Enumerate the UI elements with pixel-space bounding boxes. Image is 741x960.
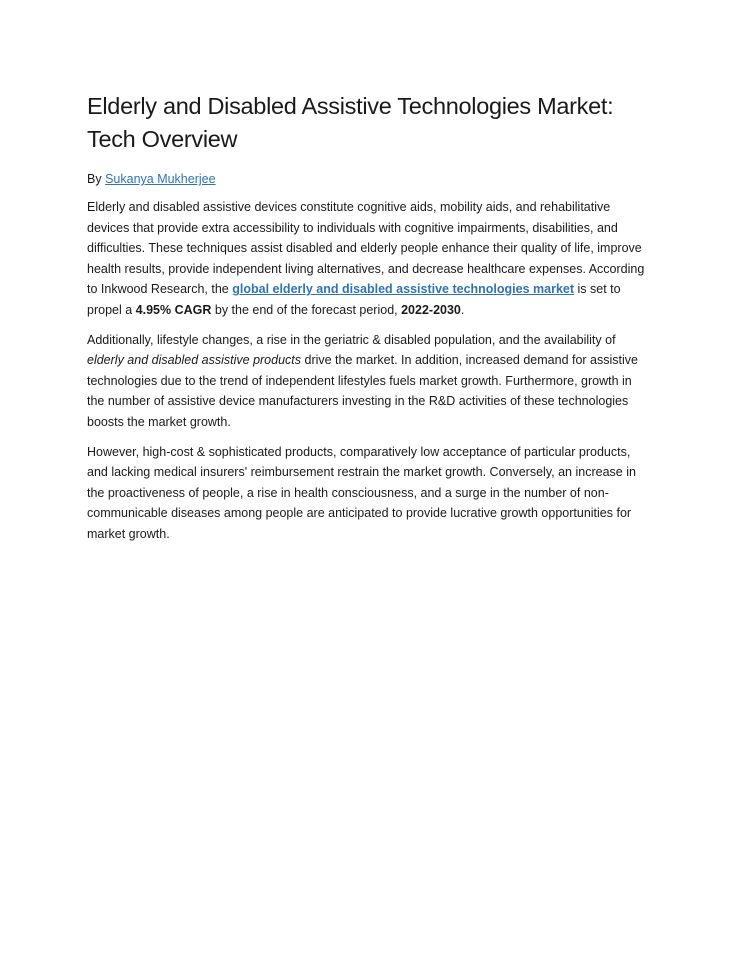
intro-text-3: by the end of the forecast period, <box>211 302 402 317</box>
intro-text-4: . <box>460 302 465 317</box>
byline <box>87 170 647 188</box>
forecast-period: 2022-2030 <box>401 302 461 317</box>
byline-prefix: By <box>87 172 102 186</box>
author-link[interactable]: Sukanya Mukherjee <box>105 172 216 186</box>
drivers-text-1: Additionally, lifestyle changes, a rise in the geriatric & disabled population, and the availability of <box>87 332 616 347</box>
paragraph-restraints: However, high-cost & sophisticated products, comparatively low acceptance of particular products, and lacking medical insurers' reimbursement restrain the market growth. Conversely, an increase in the proactiveness of people, a rise in health consciousness, and a surge in the number of non-communicable diseases among people are anticipated to provide lucrative growth opportunities for market growth. <box>87 444 636 541</box>
market-report-link[interactable]: global elderly and disabled assistive technologies market <box>232 282 575 297</box>
drivers-text-2: drive the market. In addition, increased demand for assistive technologies due to the trend of independent lifestyles fuels market growth. Furthermore, growth in the number of assistive device manufacturers investing in the R&D activities of these technologies boosts the market growth. <box>87 353 638 429</box>
article <box>87 90 647 554</box>
page-title: Elderly and Disabled Assistive Technologies Market: Tech Overview <box>87 93 614 152</box>
paragraph-drivers <box>87 330 647 433</box>
paragraph-intro <box>87 197 647 321</box>
drivers-emphasis: elderly and disabled assistive products <box>87 353 302 368</box>
cagr-value: 4.95% CAGR <box>135 302 212 317</box>
intro-text-2: is set to propel a <box>87 282 621 317</box>
intro-text-1: Elderly and disabled assistive devices constitute cognitive aids, mobility aids, and rehabilitative devices that provide extra accessibility to individuals with cognitive impairments, disabilities, and difficulties. These techniques assist disabled and elderly people enhance their quality of life, improve health results, provide independent living alternatives, and decrease healthcare expenses. According to Inkwood Research, the <box>87 200 645 297</box>
